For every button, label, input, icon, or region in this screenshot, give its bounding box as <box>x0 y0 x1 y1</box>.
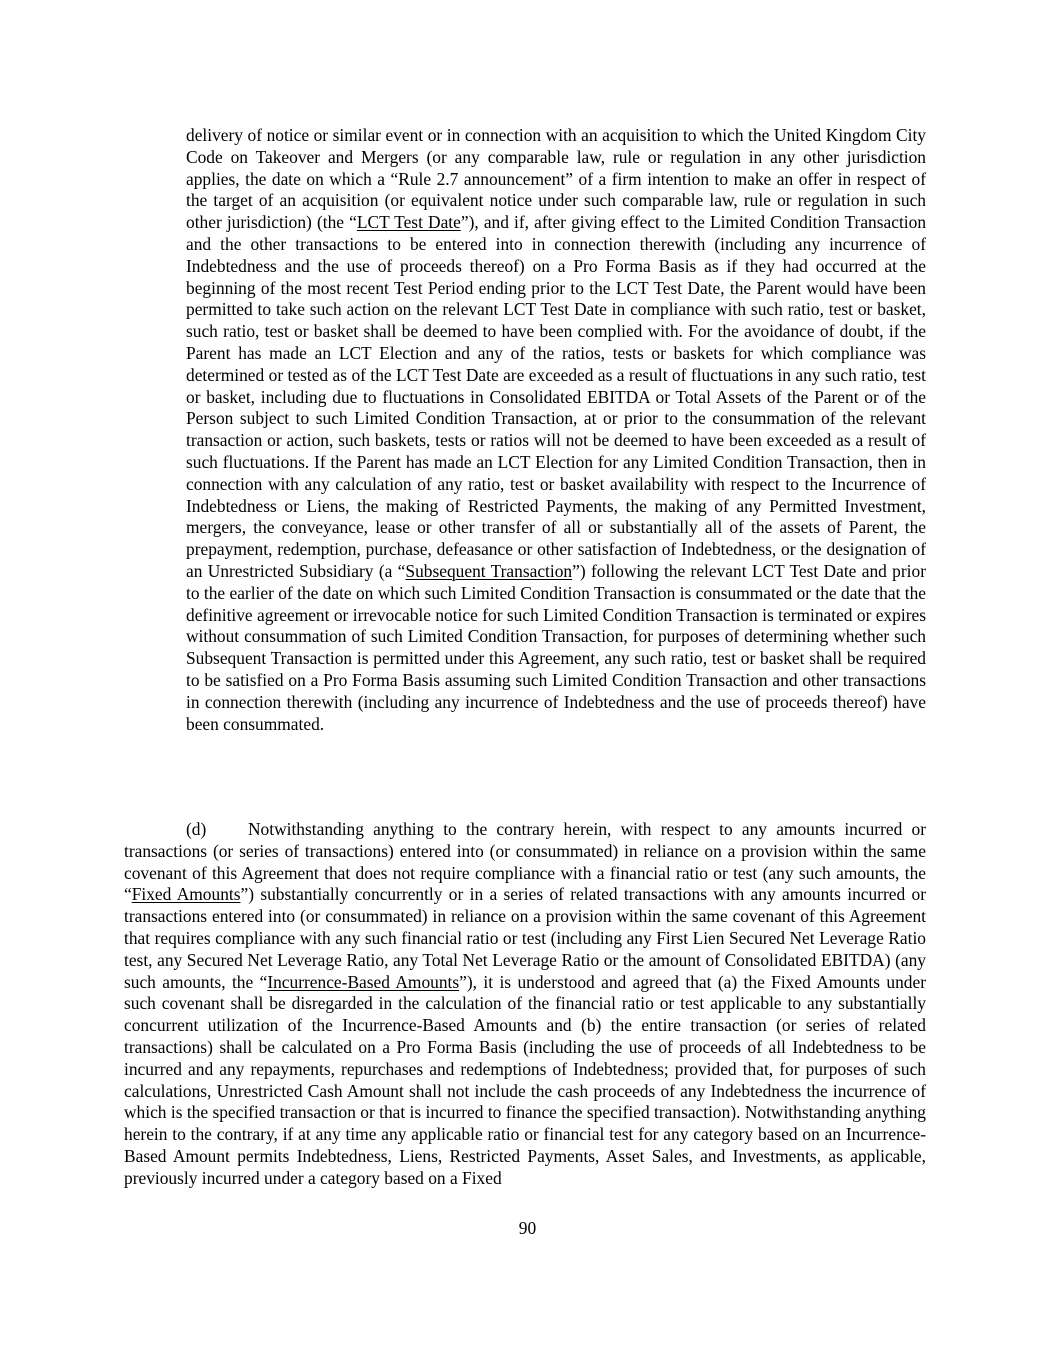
paragraph-text: ”) substantially concurrently or in a series of related transactions with any amounts incurred or transactions entered into (or consummated) in reliance on a provision within the same covenant of this Agreement that requires compliance with any such financial ratio or test (including any First Lien Secured Net Leverage Ratio test, any Secured Net Leverage Ratio, any Total Net Leverage Ratio or the amount of Consolidated EBITDA) (any such amounts, the “ <box>124 884 926 992</box>
clause-label-d: (d) <box>186 819 207 839</box>
paragraph-text: ”), and if, after giving effect to the Limited Condition Transaction and the other transactions to be entered into in connection therewith (including any incurrence of Indebtedness and the use of proceeds thereof) on a Pro Forma Basis as if they had occurred at the beginning of the most recent Test Period ending prior to the LCT Test Date, the Parent would have been permitted to take such action on the relevant LCT Test Date in compliance with such ratio, test or basket, such ratio, test or basket shall be deemed to have been complied with. For the avoidance of doubt, if the Parent has made an LCT Election and any of the ratios, tests or baskets for which compliance was determined or tested as of the LCT Test Date are exceeded as a result of fluctuations in any such ratio, test or basket, including due to fluctuations in Consolidated EBITDA or Total Assets of the Parent or of the Person subject to such Limited Condition Transaction, at or prior to the consummation of the relevant transaction or action, such baskets, tests or ratios will not be deemed to have been exceeded as a result of such fluctuations. If the Parent has made an LCT Election for any Limited Condition Transaction, then in connection with any calculation of any ratio, test or basket availability with respect to the Incurrence of Indebtedness or Liens, the making of Restricted Payments, the making of any Permitted Investment, mergers, the conveyance, lease or other transfer of all or substantially all of the assets of Parent, the prepayment, redemption, purchase, defeasance or other satisfaction of Indebtedness, or the designation of an Unrestricted Subsidiary (a “ <box>186 212 927 581</box>
paragraph-text: ”), it is understood and agreed that (a) the Fixed Amounts under such covenant shall be disregarded in the calculation of the financial ratio or test applicable to any substantially concurrent utilization of the Incurrence-Based Amounts and (b) the entire transaction (or series of related transactions) shall be calculated on a Pro Forma Basis (including the use of proceeds of all Indebtedness to be incurred and any repayments, repurchases and redemptions of Indebtedness; provided that, for purposes of such calculations, Unrestricted Cash Amount shall not include the cash proceeds of any Indebtedness the incurrence of which is the specified transaction or that is incurred to finance the specified transaction). Notwithstanding anything herein to the contrary, if at any time any applicable ratio or financial test for any category based on an Incurrence-Based Amount permits Indebtedness, Liens, Restricted Payments, Asset Sales, and Investments, as applicable, previously incurred under a category based on a Fixed <box>124 971 926 1188</box>
paragraph-c-continuation <box>186 125 926 735</box>
paragraph-text: ”) following the relevant LCT Test Date and prior to the earlier of the date on which such Limited Condition Transaction is consummated or the date that the definitive agreement or irrevocable notice for such Limited Condition Transaction is terminated or expires without consummation of such Limited Condition Transaction, for purposes of determining whether such Subsequent Transaction is permitted under this Agreement, any such ratio, test or basket shall be required to be satisfied on a Pro Forma Basis assuming such Limited Condition Transaction and other transactions in connection therewith (including any incurrence of Indebtedness and the use of proceeds thereof) have been consummated. <box>186 560 926 734</box>
defined-term-lct-test-date: LCT Test Date <box>356 212 461 233</box>
page-number: 90 <box>518 1218 537 1238</box>
defined-term-incurrence-based-amounts: Incurrence-Based Amounts <box>267 971 460 992</box>
paragraph-text: Notwithstanding anything to the contrary herein, with respect to any amounts incurred or transactions (or series of transactions) entered into (or consummated) in reliance on a provision within the same covenant of this Agreement that does not require compliance with a financial ratio or test (any such amounts, the “ <box>124 819 926 905</box>
defined-term-subsequent-transaction: Subsequent Transaction <box>405 560 573 581</box>
paragraph-d <box>124 819 926 1190</box>
defined-term-fixed-amounts: Fixed Amounts <box>131 884 241 905</box>
paragraph-text: delivery of notice or similar event or in connection with an acquisition to which the United Kingdom City Code on Takeover and Mergers (or any comparable law, rule or regulation in any other jurisdiction applies, the date on which a “Rule 2.7 announcement” of a firm intention to make an offer in respect of the target of an acquisition (or equivalent notice under such comparable law, rule or regulation in such other jurisdiction) (the “ <box>186 125 926 233</box>
